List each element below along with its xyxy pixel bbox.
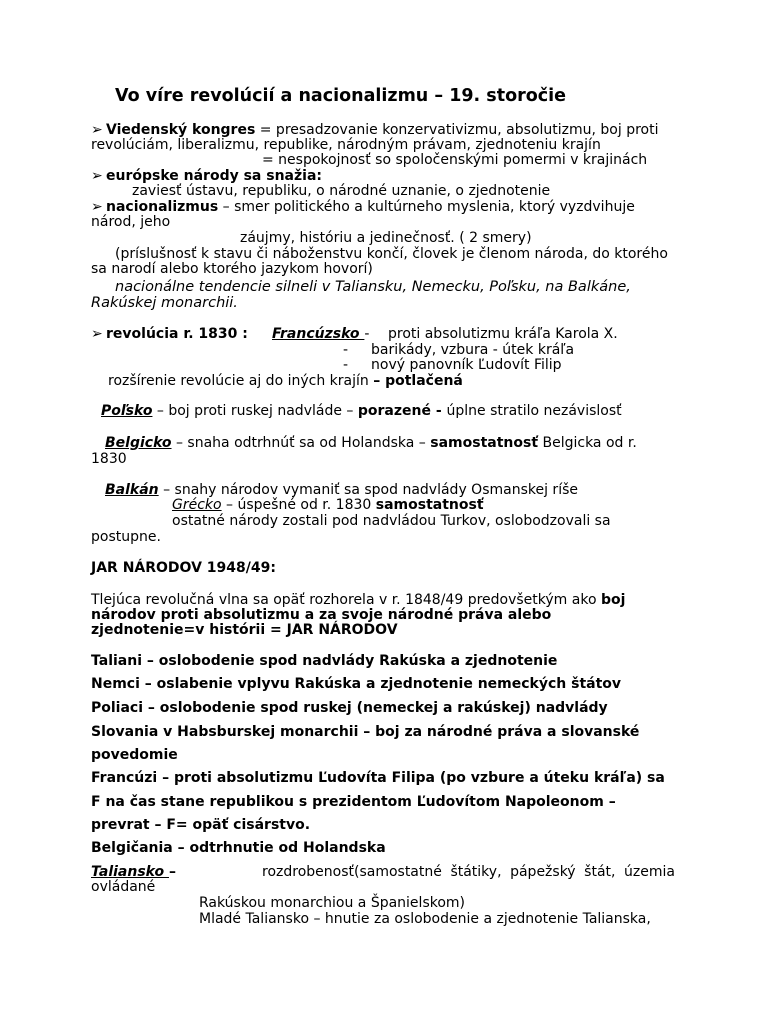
text-line: zaviesť ústavu, republiku, o národné uznanie, o zjednotenie xyxy=(132,183,551,199)
list-item: Belgičania – odtrhnutie od Holandska xyxy=(91,840,386,856)
country-taliansko: Taliansko – xyxy=(91,864,176,880)
justified-line: rozdrobenosť(samostatné štátiky, pápežský štát, územia xyxy=(262,864,675,880)
bullet-europske-narody: ➢ európske národy sa snažia: xyxy=(91,168,322,184)
text-line: 1830 xyxy=(91,451,127,467)
text-line: nový panovník Ľudovít Filip xyxy=(371,357,562,373)
text-line: postupne. xyxy=(91,529,161,545)
list-item: Slovania v Habsburskej monarchii – boj za národné práva a slovanské xyxy=(91,724,640,740)
country-francuzsko: Francúzsko - xyxy=(272,326,370,342)
text-line: zjednotenie=v histórii = JAR NÁRODOV xyxy=(91,622,398,638)
arrow-bullet-icon: ➢ xyxy=(91,326,103,342)
list-item: prevrat – F= opäť cisárstvo. xyxy=(91,817,311,833)
text-line: ostatné národy zostali pod nadvládou Turkov, oslobodzovali sa xyxy=(172,513,611,529)
text-line: sa narodí alebo ktorého jazykom hovorí) xyxy=(91,261,373,277)
text-line: = nespokojnosť so spoločenskými pomermi v krajinách xyxy=(262,152,648,168)
text-line: barikády, vzbura - útek kráľa xyxy=(371,342,575,358)
section-heading: JAR NÁRODOV 1948/49: xyxy=(91,560,276,576)
arrow-bullet-icon: ➢ xyxy=(91,122,103,138)
text-line: revolúciám, liberalizmu, republike, národným právam, zjednoteniu krajín xyxy=(91,137,601,153)
list-item: Taliani – oslobodenie spod nadvlády Rakúska a zjednotenie xyxy=(91,653,558,669)
list-item: Poliaci – oslobodenie spod ruskej (nemeckej a rakúskej) nadvlády xyxy=(91,700,608,716)
bullet-nacionalizmus: ➢ nacionalizmus – smer politického a kultúrneho myslenia, ktorý vyzdvihuje xyxy=(91,199,635,215)
text-line: záujmy, históriu a jedinečnosť. ( 2 smery) xyxy=(240,230,532,246)
arrow-bullet-icon: ➢ xyxy=(91,168,103,184)
list-item: F na čas stane republikou s prezidentom Ľudovítom Napoleonom – xyxy=(91,794,616,810)
text-line: proti absolutizmu kráľa Karola X. xyxy=(388,326,618,342)
list-item: Francúzi – proti absolutizmu Ľudovíta Filipa (po vzbure a úteku kráľa) sa xyxy=(91,770,665,786)
bullet-viedensky-kongres: ➢ Viedenský kongres = presadzovanie konzervativizmu, absolutizmu, boj proti xyxy=(91,122,659,138)
text-line: (príslušnosť k stavu či náboženstvu končí, človek je členom národa, do ktorého xyxy=(115,246,668,262)
country-grecko: Grécko – úspešné od r. 1830 samostatnosť xyxy=(172,497,484,513)
text-line: Mladé Taliansko – hnutie za oslobodenie a zjednotenie Talianska, xyxy=(199,911,651,927)
italic-line: Rakúskej monarchii. xyxy=(91,295,238,311)
page-title: Vo víre revolúcií a nacionalizmu – 19. storočie xyxy=(115,86,566,106)
text-line: rozšírenie revolúcie aj do iných krajín – potlačená xyxy=(108,373,463,389)
text-line: ovládané xyxy=(91,879,156,895)
list-item: Nemci – oslabenie vplyvu Rakúska a zjednotenie nemeckých štátov xyxy=(91,676,622,692)
text-line: národov proti absolutizmu a za svoje národné práva alebo xyxy=(91,607,552,623)
arrow-bullet-icon: ➢ xyxy=(91,199,103,215)
text-line: Rakúskou monarchiou a Španielskom) xyxy=(199,895,466,911)
dash-marker: - xyxy=(343,342,349,358)
bullet-revolucia-1830: ➢ revolúcia r. 1830 : xyxy=(91,326,248,342)
country-polsko: Poľsko – boj proti ruskej nadvláde – porazené - úplne stratilo nezávislosť xyxy=(101,403,622,419)
country-balkan: Balkán – snahy národov vymaniť sa spod nadvlády Osmanskej ríše xyxy=(105,482,578,498)
italic-line: nacionálne tendencie silneli v Taliansku, Nemecku, Poľsku, na Balkáne, xyxy=(115,279,631,295)
list-item: povedomie xyxy=(91,747,178,763)
dash-marker: - xyxy=(343,357,349,373)
country-belgicko: Belgicko – snaha odtrhnúť sa od Holandska – samostatnosť Belgicka od r. xyxy=(105,435,637,451)
text-line: Tlejúca revolučná vlna sa opäť rozhorela v r. 1848/49 predovšetkým ako boj xyxy=(91,592,626,608)
text-line: národ, jeho xyxy=(91,214,171,230)
